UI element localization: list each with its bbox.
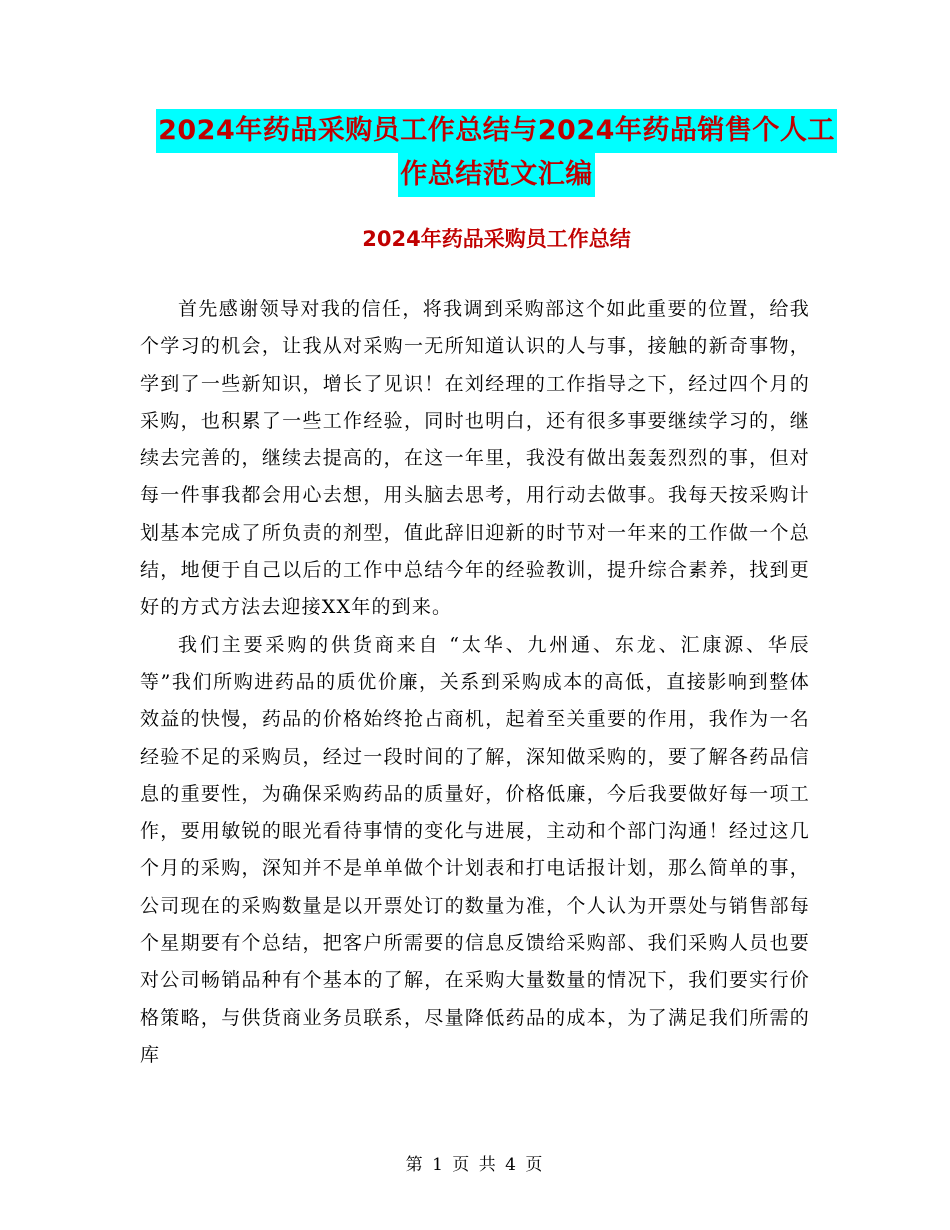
document-body — [140, 291, 810, 1074]
document-title — [140, 109, 853, 197]
document-title-line-1: 2024年药品采购员工作总结与2024年药品销售个人工 — [156, 109, 837, 153]
body-paragraph-1: 首先感谢领导对我的信任，将我调到采购部这个如此重要的位置，给我个学习的机会，让我从对采购一无所知道认识的人与事，接触的新奇事物，学到了一些新知识，增长了见识！在刘经理的工作指导之下，经过四个月的采购，也积累了一些工作经验，同时也明白，还有很多事要继续学习的，继续去完善的，继续去提高的，在这一年里，我没有做出轰轰烈烈的事，但对每一件事我都会用心去想，用头脑去思考，用行动去做事。我每天按采购计划基本完成了所负责的剂型，值此辞旧迎新的时节对一年来的工作做一个总结，地便于自己以后的工作中总结今年的经验教训，提升综合素养，找到更好的方式方法去迎接XX年的到来。 — [140, 298, 810, 619]
document-title-line-2: 作总结范文汇编 — [398, 153, 595, 197]
body-paragraph-2: 我们主要采购的供货商来自 “太华、九州通、东龙、汇康源、华辰等”我们所购进药品的质优价廉，关系到采购成本的高低，直接影响到整体效益的快慢，药品的价格始终抢占商机，起着至关重要的作用，我作为一名经验不足的采购员，经过一段时间的了解，深知做采购的，要了解各药品信息的重要性，为确保采购药品的质量好，价格低廉，今后我要做好每一项工作，要用敏锐的眼光看待事情的变化与进展，主动和个部门沟通！经过这几个月的采购，深知并不是单单做个计划表和打电话报计划，那么简单的事，公司现在的采购数量是以开票处订的数量为准，个人认为开票处与销售部每个星期要有个总结，把客户所需要的信息反馈给采购部、我们采购人员也要对公司畅销品种有个基本的了解，在采购大量数量的情况下，我们要实行价格策略，与供货商业务员联系，尽量降低药品的成本，为了满足我们所需的库 — [140, 633, 810, 1066]
section-heading: 2024年药品采购员工作总结 — [362, 227, 631, 251]
page-number-footer: 第 1 页 共 4 页 — [405, 1155, 545, 1175]
